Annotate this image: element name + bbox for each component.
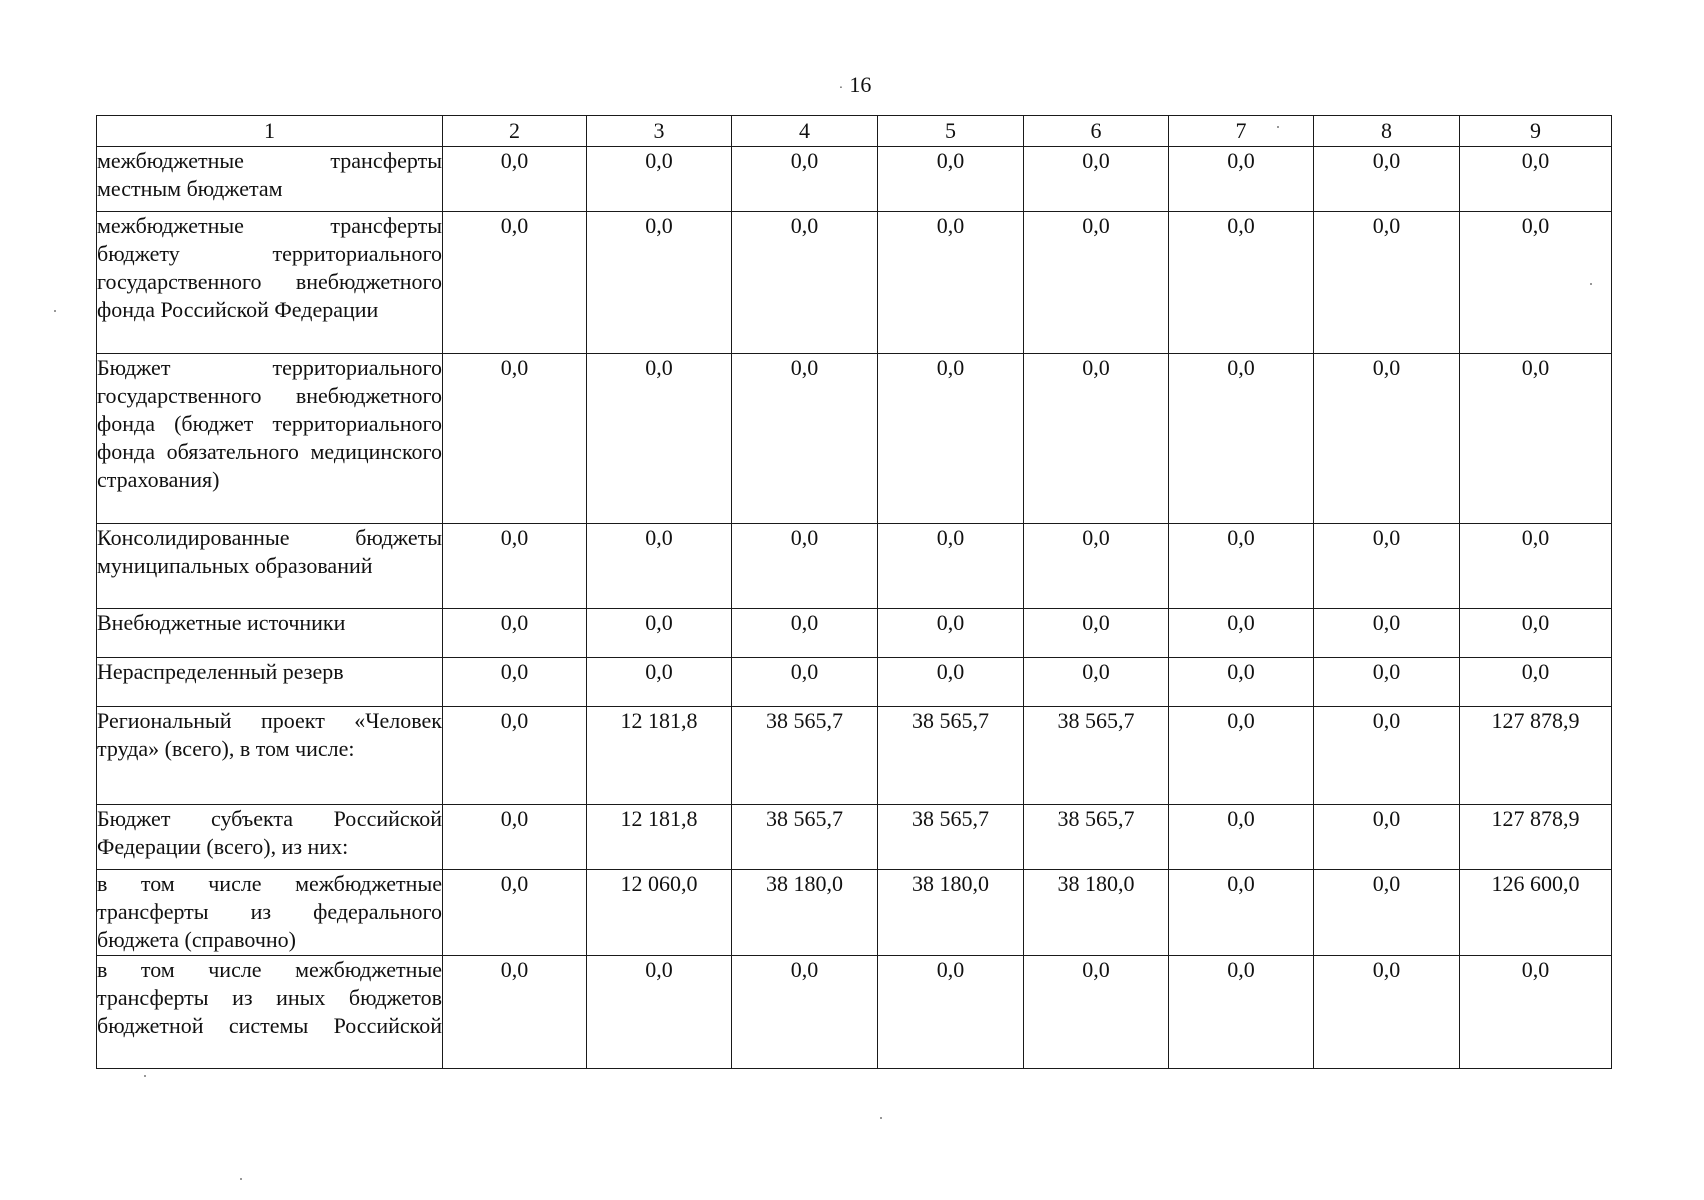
table-cell: 0,0 bbox=[1314, 609, 1460, 658]
table-cell: 0,0 bbox=[587, 609, 732, 658]
table-cell: 12 181,8 bbox=[587, 707, 732, 805]
table-cell: 0,0 bbox=[1169, 147, 1314, 212]
scan-speck bbox=[240, 1178, 242, 1180]
table-cell: 0,0 bbox=[443, 609, 587, 658]
table-cell: 0,0 bbox=[1460, 524, 1612, 609]
row-label: в том числе межбюджетные трансферты из федерального бюджета (справочно) bbox=[97, 870, 443, 956]
table-row bbox=[97, 212, 1612, 354]
table-cell: 0,0 bbox=[1169, 956, 1314, 1069]
table-cell: 0,0 bbox=[1024, 147, 1169, 212]
table-cell: 0,0 bbox=[443, 707, 587, 805]
column-header: 8 bbox=[1314, 116, 1460, 147]
table-cell: 38 565,7 bbox=[1024, 707, 1169, 805]
table-cell: 127 878,9 bbox=[1460, 707, 1612, 805]
table-cell: 0,0 bbox=[878, 609, 1024, 658]
table-cell: 0,0 bbox=[587, 147, 732, 212]
table-cell: 0,0 bbox=[732, 354, 878, 524]
row-label: Консолидированные бюджеты муниципальных образований bbox=[97, 524, 443, 609]
table-cell: 0,0 bbox=[587, 956, 732, 1069]
table-cell: 0,0 bbox=[1314, 354, 1460, 524]
column-header: 3 bbox=[587, 116, 732, 147]
table-cell: 0,0 bbox=[443, 524, 587, 609]
table-cell: 0,0 bbox=[1314, 707, 1460, 805]
row-label: Нераспределенный резерв bbox=[97, 658, 443, 707]
table-cell: 0,0 bbox=[878, 956, 1024, 1069]
table-cell: 0,0 bbox=[443, 870, 587, 956]
table-cell: 0,0 bbox=[443, 354, 587, 524]
table-cell: 0,0 bbox=[732, 212, 878, 354]
table-cell: 0,0 bbox=[732, 609, 878, 658]
table-cell: 0,0 bbox=[587, 212, 732, 354]
table-cell: 38 565,7 bbox=[732, 707, 878, 805]
scan-speck bbox=[54, 310, 56, 312]
row-label: межбюджетные трансферты местным бюджетам bbox=[97, 147, 443, 212]
scan-speck bbox=[144, 1075, 146, 1077]
table-cell: 0,0 bbox=[1169, 707, 1314, 805]
table-cell: 0,0 bbox=[1169, 658, 1314, 707]
table-cell: 38 180,0 bbox=[878, 870, 1024, 956]
row-label: Бюджет территориального государственного внебюджетного фонда (бюджет территориального фонда обязательного медицинского страхования) bbox=[97, 354, 443, 524]
scan-speck bbox=[1277, 126, 1279, 128]
table-cell: 38 180,0 bbox=[732, 870, 878, 956]
column-header: 1 bbox=[97, 116, 443, 147]
table-cell: 126 600,0 bbox=[1460, 870, 1612, 956]
table-cell: 0,0 bbox=[587, 354, 732, 524]
table-row bbox=[97, 870, 1612, 956]
row-label: Внебюджетные источники bbox=[97, 609, 443, 658]
scan-mark: · bbox=[838, 81, 844, 96]
table-cell: 0,0 bbox=[1460, 354, 1612, 524]
column-header: 5 bbox=[878, 116, 1024, 147]
table-cell: 0,0 bbox=[1460, 956, 1612, 1069]
table-cell: 0,0 bbox=[1460, 147, 1612, 212]
column-header: 2 bbox=[443, 116, 587, 147]
table-cell: 0,0 bbox=[1314, 524, 1460, 609]
table-cell: 0,0 bbox=[587, 524, 732, 609]
row-label: межбюджетные трансферты бюджету территориального государственного внебюджетного фонда Российской Федерации bbox=[97, 212, 443, 354]
table-cell: 0,0 bbox=[1314, 212, 1460, 354]
table-cell: 0,0 bbox=[1314, 805, 1460, 870]
column-header: 6 bbox=[1024, 116, 1169, 147]
header-row bbox=[97, 116, 1612, 147]
table-cell: 0,0 bbox=[878, 212, 1024, 354]
table-cell: 38 180,0 bbox=[1024, 870, 1169, 956]
table-cell: 0,0 bbox=[1314, 147, 1460, 212]
table-cell: 12 181,8 bbox=[587, 805, 732, 870]
table-cell: 0,0 bbox=[443, 212, 587, 354]
table-cell: 0,0 bbox=[1024, 212, 1169, 354]
table-cell: 0,0 bbox=[1024, 658, 1169, 707]
table-cell: 0,0 bbox=[1169, 524, 1314, 609]
table-cell: 0,0 bbox=[443, 956, 587, 1069]
table-cell: 0,0 bbox=[1024, 354, 1169, 524]
table-cell: 0,0 bbox=[732, 956, 878, 1069]
table-cell: 0,0 bbox=[1024, 956, 1169, 1069]
table-cell: 12 060,0 bbox=[587, 870, 732, 956]
table-row bbox=[97, 805, 1612, 870]
table-cell: 0,0 bbox=[878, 147, 1024, 212]
table-cell: 0,0 bbox=[1024, 609, 1169, 658]
row-label: в том числе межбюджетные трансферты из иных бюджетов бюджетной системы Российской bbox=[97, 956, 443, 1069]
table-cell: 0,0 bbox=[443, 658, 587, 707]
table-cell: 38 565,7 bbox=[878, 805, 1024, 870]
table-cell: 0,0 bbox=[443, 147, 587, 212]
table-cell: 0,0 bbox=[878, 524, 1024, 609]
page-number-text: 16 bbox=[849, 72, 872, 97]
table-cell: 38 565,7 bbox=[878, 707, 1024, 805]
table-cell: 0,0 bbox=[878, 354, 1024, 524]
table-row bbox=[97, 524, 1612, 609]
table-cell: 0,0 bbox=[443, 805, 587, 870]
table-cell: 0,0 bbox=[1169, 212, 1314, 354]
table-cell: 0,0 bbox=[1314, 870, 1460, 956]
table-cell: 0,0 bbox=[732, 658, 878, 707]
table-cell: 0,0 bbox=[1169, 805, 1314, 870]
table-row bbox=[97, 354, 1612, 524]
table-cell: 0,0 bbox=[1169, 354, 1314, 524]
table-cell: 0,0 bbox=[732, 147, 878, 212]
scan-speck bbox=[1590, 283, 1592, 285]
column-header: 4 bbox=[732, 116, 878, 147]
table-cell: 0,0 bbox=[1314, 658, 1460, 707]
column-header: 9 bbox=[1460, 116, 1612, 147]
scan-speck bbox=[880, 1117, 882, 1119]
table-cell: 127 878,9 bbox=[1460, 805, 1612, 870]
table-cell: 0,0 bbox=[587, 658, 732, 707]
table-row bbox=[97, 658, 1612, 707]
table-cell: 38 565,7 bbox=[1024, 805, 1169, 870]
table-row bbox=[97, 956, 1612, 1069]
table-cell: 0,0 bbox=[732, 524, 878, 609]
table-row bbox=[97, 707, 1612, 805]
table-row bbox=[97, 609, 1612, 658]
table-row bbox=[97, 147, 1612, 212]
table-cell: 0,0 bbox=[1460, 609, 1612, 658]
table-cell: 0,0 bbox=[878, 658, 1024, 707]
column-header: 7 bbox=[1169, 116, 1314, 147]
page-number bbox=[0, 72, 1704, 98]
table-cell: 38 565,7 bbox=[732, 805, 878, 870]
table-cell: 0,0 bbox=[1169, 609, 1314, 658]
budget-table bbox=[96, 115, 1612, 1069]
row-label: Бюджет субъекта Российской Федерации (всего), из них: bbox=[97, 805, 443, 870]
table-cell: 0,0 bbox=[1314, 956, 1460, 1069]
table-cell: 0,0 bbox=[1460, 658, 1612, 707]
row-label: Региональный проект «Человек труда» (всего), в том числе: bbox=[97, 707, 443, 805]
table-cell: 0,0 bbox=[1024, 524, 1169, 609]
table-cell: 0,0 bbox=[1460, 212, 1612, 354]
table-cell: 0,0 bbox=[1169, 870, 1314, 956]
